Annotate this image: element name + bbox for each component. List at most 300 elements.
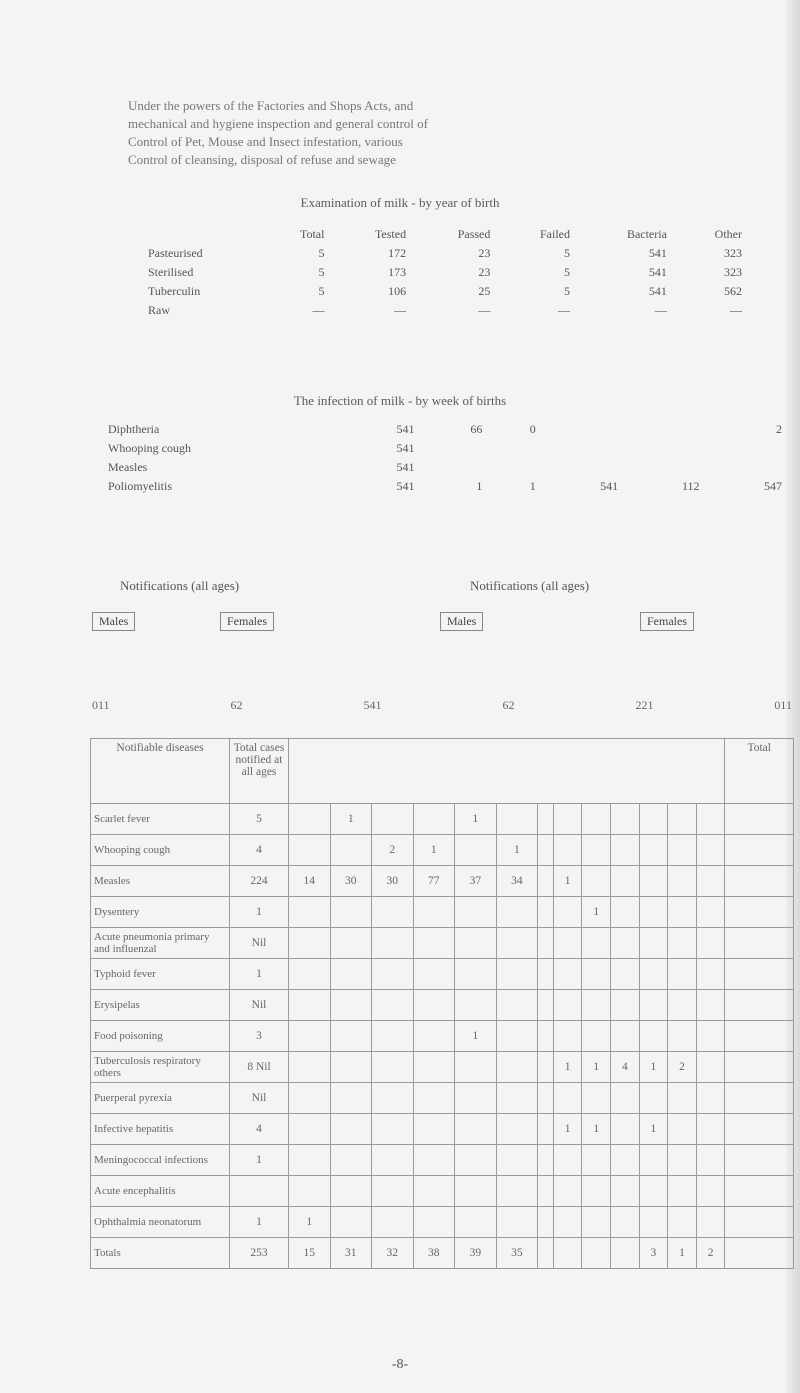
- age-group-cell: [611, 990, 640, 1021]
- age-group-cell: [553, 1021, 582, 1052]
- table-row: [100, 477, 790, 496]
- age-group-cell: [538, 897, 554, 928]
- age-group-cell: [538, 959, 554, 990]
- cases-cell: 1: [230, 897, 289, 928]
- age-group-cell: [289, 897, 331, 928]
- age-group-cell: [413, 990, 455, 1021]
- age-group-cell: [668, 990, 697, 1021]
- age-group-cell: [696, 866, 725, 897]
- age-group-cell: [496, 1145, 538, 1176]
- age-group-cell: [582, 804, 611, 835]
- age-group-cell: [668, 1083, 697, 1114]
- row-label: Diphtheria: [108, 422, 160, 436]
- cell: 541: [648, 265, 667, 279]
- age-group-cell: [553, 959, 582, 990]
- age-group-cell: [639, 1021, 668, 1052]
- age-group-cell: [538, 1176, 554, 1207]
- age-group-cell: [668, 1114, 697, 1145]
- table-row: [91, 835, 794, 866]
- header-cell: Failed: [540, 227, 570, 241]
- age-group-cell: [611, 1021, 640, 1052]
- age-group-cell: [538, 804, 554, 835]
- age-group-cell: [538, 928, 554, 959]
- age-group-cell: [696, 835, 725, 866]
- summary-value: 541: [363, 698, 382, 712]
- age-group-cell: 1: [413, 835, 455, 866]
- age-group-cell: [538, 835, 554, 866]
- age-group-cell: [330, 959, 372, 990]
- legend-box-2: Females: [220, 612, 274, 631]
- disease-name: Puerperal pyrexia: [91, 1083, 230, 1114]
- age-group-cell: [413, 959, 455, 990]
- age-group-cell: [455, 897, 497, 928]
- cell: 112: [681, 479, 700, 493]
- cell: 541: [396, 479, 415, 493]
- table-row: [91, 928, 794, 959]
- header-cell: Tested: [374, 227, 407, 241]
- age-group-cell: 1: [496, 835, 538, 866]
- age-group-cell: [330, 1145, 372, 1176]
- age-group-cell: [413, 1176, 455, 1207]
- cell: 541: [648, 284, 667, 298]
- disease-name: Tuberculosis respiratory others: [91, 1052, 230, 1083]
- age-group-cell: [611, 959, 640, 990]
- age-group-cell: 77: [413, 866, 455, 897]
- table-row: [91, 866, 794, 897]
- age-group-cell: [639, 804, 668, 835]
- summary-value: 62: [230, 698, 243, 712]
- cell: 562: [724, 284, 742, 298]
- disease-name: Scarlet fever: [91, 804, 230, 835]
- age-group-cell: 1: [455, 1021, 497, 1052]
- row-label: Raw: [148, 303, 170, 317]
- age-group-cell: 1: [582, 1052, 611, 1083]
- age-group-cell: 2: [696, 1238, 725, 1269]
- age-group-cell: [372, 804, 414, 835]
- age-group-cell: [611, 928, 640, 959]
- age-group-cell: [330, 1021, 372, 1052]
- age-group-cell: [582, 1176, 611, 1207]
- age-group-cell: [372, 897, 414, 928]
- table-row: [91, 1207, 794, 1238]
- age-group-cell: [582, 1238, 611, 1269]
- age-group-cell: [330, 990, 372, 1021]
- legend-box-4: Females: [640, 612, 694, 631]
- summary-value: 011: [774, 698, 792, 712]
- age-group-cell: 1: [289, 1207, 331, 1238]
- row-total-cell: [725, 897, 794, 928]
- table1-caption: Examination of milk - by year of birth: [300, 195, 500, 210]
- row-total-cell: [725, 804, 794, 835]
- disease-name: Measles: [91, 866, 230, 897]
- age-group-cell: [289, 1052, 331, 1083]
- disease-name: Totals: [91, 1238, 230, 1269]
- age-group-cell: [668, 1145, 697, 1176]
- age-group-cell: [413, 1083, 455, 1114]
- age-group-cell: [330, 928, 372, 959]
- age-group-cell: [538, 866, 554, 897]
- age-group-cell: 1: [553, 1052, 582, 1083]
- table-row: [91, 804, 794, 835]
- disease-name: Dysentery: [91, 897, 230, 928]
- legend-box-1: Males: [92, 612, 135, 631]
- age-group-cell: [372, 1145, 414, 1176]
- legend-box-3: Males: [440, 612, 483, 631]
- age-group-cell: [696, 1052, 725, 1083]
- summary-value: 221: [635, 698, 654, 712]
- disease-name: Acute encephalitis: [91, 1176, 230, 1207]
- age-group-cell: [413, 1021, 455, 1052]
- age-group-cell: [496, 959, 538, 990]
- age-group-cell: 1: [639, 1052, 668, 1083]
- age-group-cell: [696, 804, 725, 835]
- age-group-cell: [696, 1176, 725, 1207]
- age-group-cell: 1: [639, 1114, 668, 1145]
- cell: 23: [478, 265, 491, 279]
- table-row: [100, 439, 790, 458]
- cell: —: [654, 303, 667, 317]
- age-group-cell: [553, 1083, 582, 1114]
- age-group-cell: [413, 804, 455, 835]
- row-label: Whooping cough: [108, 441, 191, 455]
- cases-cell: Nil: [230, 990, 289, 1021]
- table-row: [91, 1145, 794, 1176]
- age-group-cell: 30: [372, 866, 414, 897]
- table-header-row: [91, 739, 794, 804]
- row-label: Tuberculin: [148, 284, 201, 298]
- age-group-cell: [372, 1083, 414, 1114]
- age-group-cell: [330, 1207, 372, 1238]
- age-group-cell: 1: [553, 866, 582, 897]
- age-group-cell: [455, 959, 497, 990]
- age-group-cell: [668, 897, 697, 928]
- cell: 0: [529, 422, 536, 436]
- cell: [708, 439, 790, 458]
- cases-cell: 1: [230, 1145, 289, 1176]
- row-total-cell: [725, 1021, 794, 1052]
- age-group-cell: 14: [289, 866, 331, 897]
- age-group-cell: [330, 835, 372, 866]
- age-group-cell: [668, 1176, 697, 1207]
- age-group-cell: [582, 959, 611, 990]
- age-group-cell: [289, 928, 331, 959]
- cell: [544, 458, 626, 477]
- cell: 23: [478, 246, 491, 260]
- age-group-cell: [582, 1207, 611, 1238]
- age-group-cell: [553, 1176, 582, 1207]
- age-group-cell: [696, 1021, 725, 1052]
- age-group-cell: [372, 1176, 414, 1207]
- age-group-cell: [611, 1114, 640, 1145]
- age-group-cell: [289, 1145, 331, 1176]
- cell: 5: [318, 246, 325, 260]
- age-group-cell: [372, 1207, 414, 1238]
- cell: [708, 458, 790, 477]
- age-group-cell: [455, 1052, 497, 1083]
- age-groups-header: [289, 739, 725, 804]
- cell: [422, 439, 490, 458]
- age-group-cell: [553, 835, 582, 866]
- age-group-cell: [496, 928, 538, 959]
- age-group-cell: [538, 1238, 554, 1269]
- age-group-cell: 2: [372, 835, 414, 866]
- age-group-cell: 34: [496, 866, 538, 897]
- cell: [544, 439, 626, 458]
- total-column-header: Total: [725, 739, 794, 804]
- table-row: [91, 990, 794, 1021]
- age-group-cell: 1: [668, 1238, 697, 1269]
- age-group-cell: [330, 1052, 372, 1083]
- age-group-cell: [611, 897, 640, 928]
- cases-cell: 5: [230, 804, 289, 835]
- row-label: Sterilised: [148, 265, 194, 279]
- age-group-cell: [668, 835, 697, 866]
- age-group-cell: [455, 1114, 497, 1145]
- notifiable-diseases-table: [90, 738, 794, 1269]
- age-group-cell: [455, 1145, 497, 1176]
- cell: 547: [764, 479, 782, 493]
- cases-cell: 4: [230, 835, 289, 866]
- age-group-cell: [668, 1207, 697, 1238]
- age-group-cell: [496, 1021, 538, 1052]
- infection-table: [100, 420, 790, 496]
- row-total-cell: [725, 866, 794, 897]
- legend-right: Notifications (all ages): [470, 578, 590, 593]
- age-group-cell: [582, 990, 611, 1021]
- table2-caption: The infection of milk - by week of births: [293, 393, 507, 408]
- age-group-cell: [668, 959, 697, 990]
- age-group-cell: [639, 1176, 668, 1207]
- disease-name: Ophthalmia neonatorum: [91, 1207, 230, 1238]
- age-group-cell: [553, 1238, 582, 1269]
- row-total-cell: [725, 928, 794, 959]
- cell: 1: [529, 479, 536, 493]
- age-group-cell: 15: [289, 1238, 331, 1269]
- age-group-cell: [330, 897, 372, 928]
- age-group-cell: [372, 990, 414, 1021]
- age-group-cell: [582, 1083, 611, 1114]
- age-group-cell: 4: [611, 1052, 640, 1083]
- age-group-cell: [696, 1114, 725, 1145]
- age-group-cell: [455, 835, 497, 866]
- age-group-cell: 32: [372, 1238, 414, 1269]
- age-group-cell: [538, 1083, 554, 1114]
- age-group-cell: 1: [582, 1114, 611, 1145]
- age-group-cell: [639, 1207, 668, 1238]
- age-group-cell: [496, 1176, 538, 1207]
- age-group-cell: [496, 804, 538, 835]
- cell: [626, 420, 707, 439]
- age-group-cell: 1: [553, 1114, 582, 1145]
- cell: 2: [776, 422, 782, 436]
- age-group-cell: [639, 959, 668, 990]
- table-row: [140, 301, 750, 320]
- cell: 5: [564, 284, 570, 298]
- age-group-cell: [582, 1145, 611, 1176]
- cases-cell: Nil: [230, 928, 289, 959]
- age-group-cell: [538, 990, 554, 1021]
- row-total-cell: [725, 1145, 794, 1176]
- cell: —: [730, 303, 742, 317]
- age-group-cell: [553, 990, 582, 1021]
- age-group-cell: [639, 928, 668, 959]
- summary-row: [92, 698, 792, 713]
- table-row: [100, 458, 790, 477]
- age-group-cell: [611, 804, 640, 835]
- age-group-cell: 3: [639, 1238, 668, 1269]
- cell: [626, 458, 707, 477]
- age-group-cell: [455, 1083, 497, 1114]
- age-group-cell: [639, 897, 668, 928]
- cell: —: [478, 303, 491, 317]
- age-group-cell: [289, 990, 331, 1021]
- age-group-cell: 31: [330, 1238, 372, 1269]
- cell: —: [394, 303, 407, 317]
- intro-line-3: Control of Pet, Mouse and Insect infestation, various: [128, 134, 403, 149]
- age-group-cell: [611, 1083, 640, 1114]
- cell: 5: [318, 284, 325, 298]
- row-total-cell: [725, 835, 794, 866]
- page-number: -8-: [391, 1357, 409, 1372]
- age-group-cell: [289, 804, 331, 835]
- cell: [626, 439, 707, 458]
- table-row: [140, 263, 750, 282]
- disease-name: Typhoid fever: [91, 959, 230, 990]
- disease-name: Erysipelas: [91, 990, 230, 1021]
- milk-table: [140, 225, 750, 320]
- cell: 541: [396, 441, 415, 455]
- row-total-cell: [725, 1114, 794, 1145]
- age-group-cell: [611, 835, 640, 866]
- header-cell: Bacteria: [626, 227, 667, 241]
- age-group-cell: [413, 928, 455, 959]
- header-cell: Total: [299, 227, 325, 241]
- cell: [422, 458, 490, 477]
- age-group-cell: [289, 959, 331, 990]
- cell: 541: [600, 479, 619, 493]
- age-group-cell: [538, 1145, 554, 1176]
- age-group-cell: [582, 866, 611, 897]
- header-cell: Other: [714, 227, 742, 241]
- age-group-cell: [553, 897, 582, 928]
- table-row: [91, 1114, 794, 1145]
- age-group-cell: [289, 1114, 331, 1145]
- disease-column-header: Notifiable diseases: [91, 739, 230, 804]
- cell: 25: [478, 284, 491, 298]
- cases-cell: 1: [230, 959, 289, 990]
- age-group-cell: [289, 1021, 331, 1052]
- disease-name: Food poisoning: [91, 1021, 230, 1052]
- legend-left: Notifications (all ages): [120, 578, 240, 593]
- age-group-cell: [696, 990, 725, 1021]
- age-group-cell: [582, 835, 611, 866]
- age-group-cell: [639, 866, 668, 897]
- age-group-cell: [455, 928, 497, 959]
- age-group-cell: [639, 1083, 668, 1114]
- row-total-cell: [725, 1238, 794, 1269]
- age-group-cell: [289, 835, 331, 866]
- age-group-cell: [639, 835, 668, 866]
- cases-cell: 8 Nil: [230, 1052, 289, 1083]
- age-group-cell: 30: [330, 866, 372, 897]
- cell: 172: [388, 246, 407, 260]
- age-group-cell: [330, 1114, 372, 1145]
- age-group-cell: [330, 1176, 372, 1207]
- row-total-cell: [725, 1207, 794, 1238]
- cell: 541: [648, 246, 667, 260]
- cell: —: [312, 303, 325, 317]
- age-group-cell: 1: [330, 804, 372, 835]
- age-group-cell: [538, 1114, 554, 1145]
- age-group-cell: [413, 897, 455, 928]
- table-row: [140, 244, 750, 263]
- cell: [544, 420, 626, 439]
- age-group-cell: 1: [455, 804, 497, 835]
- table-row: [140, 225, 750, 244]
- row-total-cell: [725, 990, 794, 1021]
- age-group-cell: [696, 1207, 725, 1238]
- cases-cell: [230, 1176, 289, 1207]
- age-group-cell: [413, 1114, 455, 1145]
- cases-cell: Nil: [230, 1083, 289, 1114]
- age-group-cell: 38: [413, 1238, 455, 1269]
- age-group-cell: 1: [582, 897, 611, 928]
- age-group-cell: [496, 1207, 538, 1238]
- summary-value: 62: [502, 698, 515, 712]
- cell: [490, 458, 543, 477]
- cell: 66: [470, 422, 483, 436]
- age-group-cell: [696, 897, 725, 928]
- age-group-cell: [496, 1052, 538, 1083]
- table-row: [91, 1238, 794, 1269]
- cell: 5: [564, 265, 570, 279]
- age-group-cell: [413, 1145, 455, 1176]
- disease-name: Acute pneumonia primary and influenzal: [91, 928, 230, 959]
- age-group-cell: [582, 928, 611, 959]
- age-group-cell: [611, 1176, 640, 1207]
- age-group-cell: 2: [668, 1052, 697, 1083]
- cell: 5: [318, 265, 325, 279]
- intro-line-4: Control of cleansing, disposal of refuse and sewage: [128, 152, 396, 167]
- row-total-cell: [725, 959, 794, 990]
- age-group-cell: 35: [496, 1238, 538, 1269]
- age-group-cell: [496, 990, 538, 1021]
- age-group-cell: [553, 1145, 582, 1176]
- age-group-cell: 39: [455, 1238, 497, 1269]
- row-total-cell: [725, 1176, 794, 1207]
- age-group-cell: [372, 959, 414, 990]
- age-group-cell: [289, 1083, 331, 1114]
- age-group-cell: [372, 1052, 414, 1083]
- age-group-cell: [611, 1145, 640, 1176]
- cases-cell: 3: [230, 1021, 289, 1052]
- age-group-cell: [289, 1176, 331, 1207]
- age-group-cell: [696, 1145, 725, 1176]
- cases-cell: 4: [230, 1114, 289, 1145]
- age-group-cell: [639, 990, 668, 1021]
- row-total-cell: [725, 1083, 794, 1114]
- age-group-cell: [668, 1021, 697, 1052]
- cases-cell: 1: [230, 1207, 289, 1238]
- age-group-cell: [455, 1176, 497, 1207]
- cases-cell: 253: [230, 1238, 289, 1269]
- age-group-cell: [553, 928, 582, 959]
- age-group-cell: [696, 1083, 725, 1114]
- age-group-cell: [496, 1083, 538, 1114]
- age-group-cell: [582, 1021, 611, 1052]
- disease-name: Whooping cough: [91, 835, 230, 866]
- age-group-cell: [330, 1083, 372, 1114]
